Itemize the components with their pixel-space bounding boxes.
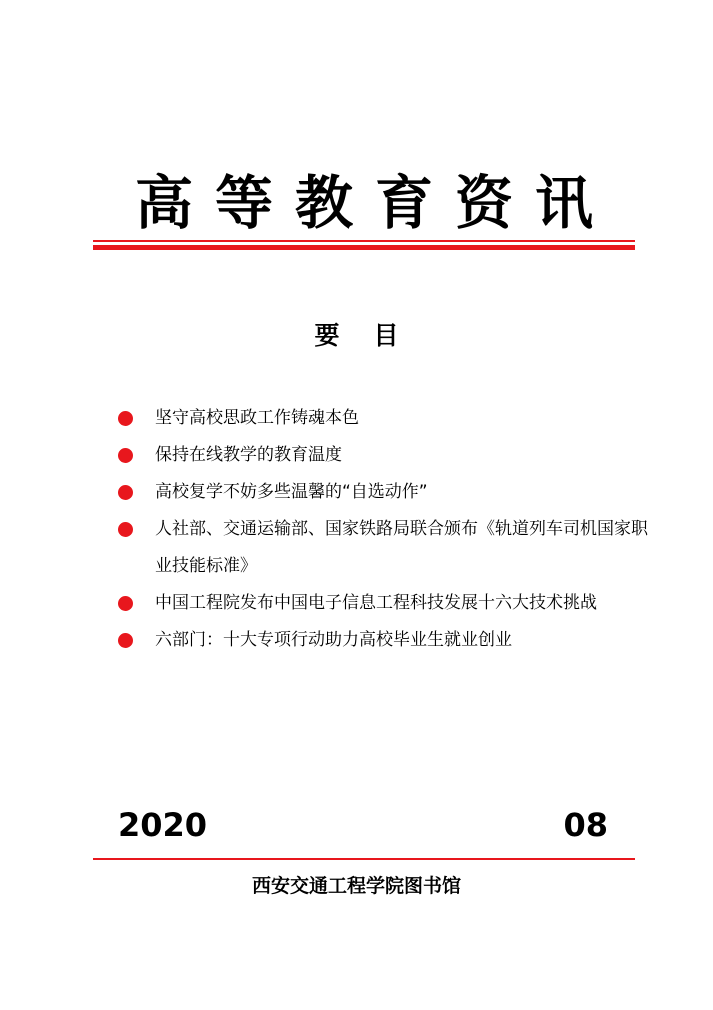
toc-list (118, 400, 658, 659)
red-bullet-icon (118, 448, 133, 463)
toc-heading: 要目 (314, 321, 433, 350)
toc-item (118, 474, 658, 511)
toc-item (118, 622, 658, 659)
toc-item-text: 高校复学不妨多些温馨的“自选动作” (155, 482, 428, 502)
publisher-name: 西安交通工程学院图书馆 (251, 875, 461, 897)
red-bullet-icon (118, 485, 133, 500)
toc-item (118, 585, 658, 622)
red-bullet-icon (118, 411, 133, 426)
toc-item-text: 保持在线教学的教育温度 (155, 445, 342, 465)
toc-item-text: 六部门：十大专项行动助力高校毕业生就业创业 (155, 630, 512, 650)
title-divider-thin (93, 240, 635, 242)
toc-item (118, 437, 658, 474)
issue-number: 08 (563, 806, 608, 844)
footer-divider (93, 858, 635, 860)
issue-year: 2020 (118, 806, 208, 844)
toc-item-text: 坚守高校思政工作铸魂本色 (155, 408, 359, 428)
toc-item-text: 中国工程院发布中国电子信息工程科技发展十六大技术挑战 (155, 593, 597, 613)
publication-title: 高等教育资讯 (134, 169, 615, 237)
toc-item (118, 511, 658, 585)
toc-item (118, 400, 658, 437)
red-bullet-icon (118, 633, 133, 648)
red-bullet-icon (118, 522, 133, 537)
toc-item-text: 人社部、交通运输部、国家铁路局联合颁布《轨道列车司机国家职业技能标准》 (155, 519, 648, 576)
red-bullet-icon (118, 596, 133, 611)
title-divider-thick (93, 245, 635, 250)
